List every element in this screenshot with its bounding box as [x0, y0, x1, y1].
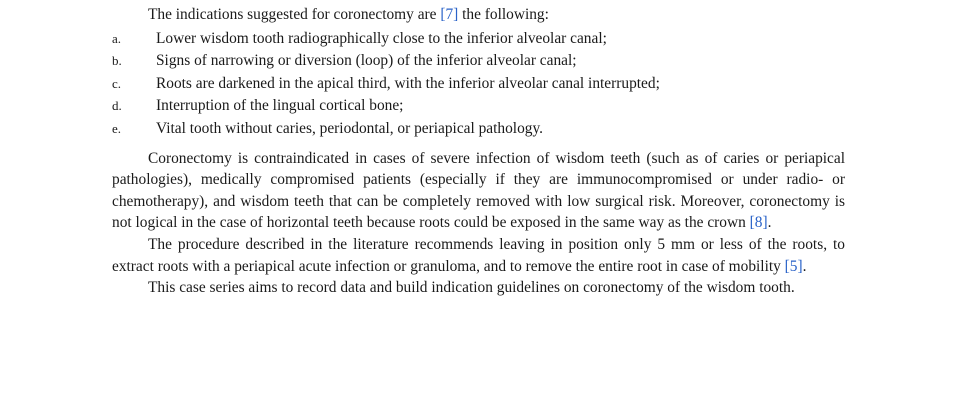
intro-text-after: the following: — [458, 6, 549, 23]
list-item-text: Vital tooth without caries, periodontal, or periapical pathology. — [156, 119, 544, 137]
procedure-end: . — [802, 257, 807, 275]
list-item — [112, 50, 845, 73]
contraindications-end: . — [767, 214, 772, 232]
list-marker: d. — [112, 98, 122, 114]
aim-paragraph: This case series aims to record data and build indication guidelines on coronectomy of the wisdom tooth. — [148, 279, 795, 297]
intro-text-before: The indications suggested for coronectomy are — [148, 6, 441, 23]
intro-paragraph — [112, 4, 845, 26]
indications-list — [112, 28, 845, 141]
list-item-text: Roots are darkened in the apical third, with the inferior alveolar canal interrupted; — [156, 74, 660, 92]
citation-link-5[interactable]: [5] — [784, 257, 803, 275]
procedure-paragraph — [112, 234, 845, 277]
list-item-text: Signs of narrowing or diversion (loop) of the inferior alveolar canal; — [156, 52, 577, 70]
list-item — [112, 28, 845, 51]
list-item — [112, 95, 845, 118]
list-marker: e. — [112, 120, 122, 136]
procedure-text: The procedure described in the literature recommends leaving in position only 5 mm or less of the roots, to extract roots with a periapical acute infection or granuloma, and to remove the entire root in case of mobility — [112, 235, 845, 275]
document-body — [112, 4, 845, 299]
list-marker: c. — [112, 75, 122, 91]
contraindications-text: Coronectomy is contraindicated in cases of severe infection of wisdom teeth (such as of caries or periapical pathologies), medically compromised patients (especially if they are immunocompromised or under radio- or chemotherapy), and wisdom teeth that can be completely removed with low surgical risk. Moreover, coronectomy is not logical in the case of horizontal teeth because roots could be exposed in the same way as the crown — [112, 149, 845, 232]
list-item — [112, 73, 845, 96]
list-item-text: Interruption of the lingual cortical bone; — [156, 97, 404, 115]
citation-link-7[interactable]: [7] — [440, 6, 459, 23]
list-marker: b. — [112, 53, 122, 69]
list-item — [112, 118, 845, 141]
contraindications-paragraph — [112, 148, 845, 234]
list-marker: a. — [112, 30, 122, 46]
list-item-text: Lower wisdom tooth radiographically close to the inferior alveolar canal; — [156, 29, 607, 47]
citation-link-8[interactable]: [8] — [749, 214, 768, 232]
